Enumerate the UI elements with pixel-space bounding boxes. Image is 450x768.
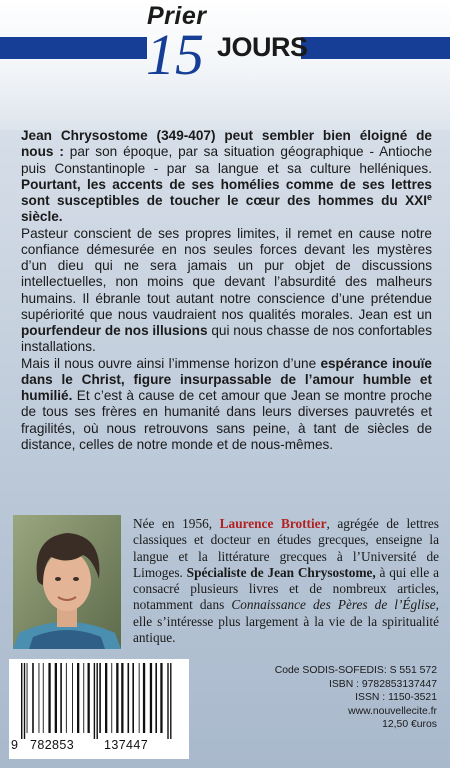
barcode-right-digits: 137447 <box>104 738 149 752</box>
barcode-bar <box>143 663 145 733</box>
barcode-bar <box>121 663 123 733</box>
bio-text: , agrégée de lettres classiques et docteur en études grecques, enseigne la langue et la littérature grecques à l’Université de Limoges. <box>133 516 439 580</box>
barcode-bar <box>170 663 171 739</box>
series-title-prier: Prier <box>147 2 207 30</box>
description-text: Pasteur conscient de ses propres limites, il remet en cause notre confiance démesurée en nos seules forces devant les mystères d’un dieu qui ne sera jamais un pur objet de discussions intellectuelles, non moins que devant l’absurdité des malheurs humains. Il ébranle tout autant notre conscience d’une prétendue supériorité que nous vaudraient nos qualités morales. Jean est un <box>21 225 432 322</box>
barcode-bar <box>155 663 157 733</box>
description-bold: pourfendeur de nos illusions <box>21 323 208 338</box>
barcode-bar <box>24 663 25 739</box>
barcode-bar <box>139 663 140 733</box>
author-name: Laurence Brottier <box>219 516 327 531</box>
barcode-bar <box>105 663 107 733</box>
bio-text: à qui elle a consacré plusieurs livres et de nombreux articles, notamment dans <box>133 564 439 613</box>
description-text: par son époque, par sa situation géographique - Antioche puis Constantinople - par sa langue et sa culture helléniques. <box>21 144 433 176</box>
series-title-jours: JOURS <box>217 32 308 62</box>
header-band-right <box>301 37 450 59</box>
barcode-bar <box>160 663 162 733</box>
barcode-bar <box>60 663 62 733</box>
barcode-bar <box>94 663 95 739</box>
description-text: qui nous chasse de nos confortables installations. <box>21 323 433 355</box>
back-cover-description <box>21 128 432 453</box>
series-title-number: 15 <box>146 22 204 87</box>
barcode-bar <box>167 663 168 739</box>
barcode-bar <box>32 663 34 733</box>
header-band-left <box>0 37 147 59</box>
issn-number: ISSN : 1150-3521 <box>355 692 437 703</box>
author-photo <box>13 515 121 649</box>
description-bold: Pourtant, les accents de ses homélies comme de ses lettres sont susceptibles de toucher le cœur des hommes du XXI <box>21 176 432 208</box>
description-bold: Jean Chrysostome (349-407) peut sembler bien éloigné de nous : <box>21 128 432 160</box>
description-bold: espérance inouïe dans le Christ, figure insurpassable de l’amour humble et humilié. <box>21 355 432 403</box>
barcode-bar <box>132 663 134 733</box>
description-paragraph <box>21 356 432 454</box>
bio-bold: Spécialiste de Jean Chrysostome, <box>186 564 376 580</box>
isbn-barcode <box>9 659 189 759</box>
barcode-bar <box>97 663 98 739</box>
isbn-number: ISBN : 9782853137447 <box>328 678 437 690</box>
barcode-bar <box>83 663 84 733</box>
publication-info <box>217 664 437 732</box>
barcode-bar <box>116 663 118 733</box>
publisher-website[interactable]: www.nouvellecite.fr <box>348 705 437 717</box>
barcode-bar <box>43 663 44 733</box>
description-bold: siècle. <box>21 209 63 225</box>
barcode-bar <box>48 663 50 733</box>
author-biography <box>133 516 439 646</box>
barcode-bar <box>111 663 112 733</box>
price: 12,50 €uros <box>382 719 437 730</box>
barcode-bar <box>150 663 152 733</box>
superscript: e <box>426 192 432 202</box>
bio-italic-title: Connaissance des Pères de l’Église <box>231 597 436 613</box>
barcode-bar <box>99 663 101 733</box>
barcode-bar <box>72 663 73 733</box>
barcode-bar <box>128 663 130 733</box>
description-paragraph <box>21 226 432 356</box>
description-text: Mais il nous ouvre ainsi l’immense horizon d’une <box>21 355 321 371</box>
description-paragraph <box>21 128 432 226</box>
barcode-bar <box>27 663 28 733</box>
barcode-bar <box>39 663 40 733</box>
distributor-code: Code SODIS-SOFEDIS: S 551 572 <box>274 665 437 676</box>
barcode-bar <box>88 663 90 733</box>
bio-text: Née en 1956, <box>133 516 220 531</box>
barcode-bar <box>55 663 57 733</box>
barcode-bar <box>21 663 22 739</box>
author-portrait-image <box>13 515 121 649</box>
barcode-first-digit: 9 <box>11 738 19 752</box>
barcode-bar <box>77 663 79 733</box>
barcode-bar <box>66 663 67 733</box>
barcode-bars <box>19 663 179 739</box>
barcode-left-digits: 782853 <box>30 738 75 752</box>
description-text: Et c’est à cause de cet amour que Jean se montre proche de tous ses frères en humanité dans leurs diverses pauvretés et fragilités, où nous retrouvons sans peine, à tant de siècles de distance, celles de notre monde et de nous-mêmes. <box>21 388 432 452</box>
bio-text: , elle s’intéresse plus largement à la vie de la spiritualité antique. <box>133 597 439 646</box>
